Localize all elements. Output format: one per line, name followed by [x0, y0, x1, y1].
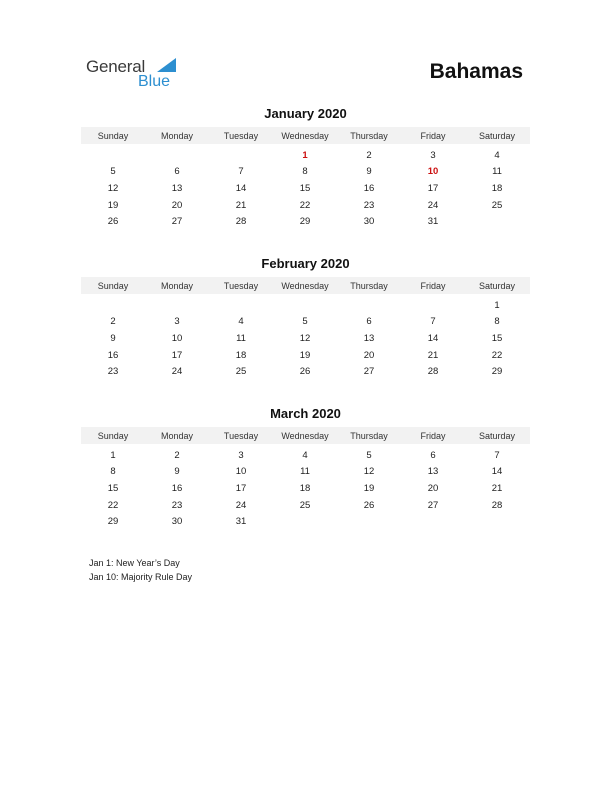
- date-cell: 9: [366, 166, 372, 178]
- date-cell: 8: [302, 166, 308, 178]
- date-cell: 26: [363, 499, 375, 511]
- holiday-date-cell: 10: [427, 166, 439, 178]
- date-cell: 23: [363, 199, 375, 211]
- month-calendar: [81, 105, 530, 230]
- date-cell: 11: [236, 332, 246, 344]
- date-cell: 31: [235, 516, 247, 528]
- date-cell: 7: [430, 316, 436, 328]
- weekday-label: Saturday: [478, 430, 516, 441]
- weekday-label: Wednesday: [281, 430, 329, 441]
- date-cell: 28: [427, 366, 439, 378]
- weekday-label: Sunday: [97, 280, 129, 291]
- date-cell: 24: [171, 366, 183, 378]
- date-cell: 4: [302, 449, 308, 461]
- date-cell: 20: [363, 349, 375, 361]
- date-cell: 2: [110, 316, 116, 328]
- date-cell: 1: [110, 449, 116, 461]
- date-cell: 21: [491, 482, 503, 494]
- week-row: [81, 464, 530, 481]
- date-cell: 14: [491, 466, 503, 478]
- date-cell: 14: [235, 182, 247, 194]
- date-cell: 3: [174, 316, 180, 328]
- holiday-notes: [89, 556, 192, 584]
- date-cell: 13: [363, 332, 375, 344]
- date-cell: 9: [110, 332, 116, 344]
- month-title: February 2020: [261, 256, 350, 271]
- date-cell: 26: [299, 366, 311, 378]
- date-cell: 9: [174, 466, 180, 478]
- week-row: [81, 330, 530, 347]
- date-cell: 16: [171, 482, 183, 494]
- week-row: [81, 513, 530, 530]
- date-cell: 25: [299, 499, 311, 511]
- date-cell: 28: [235, 216, 247, 228]
- week-row: [81, 347, 530, 364]
- date-cell: 2: [174, 449, 180, 461]
- date-cell: 18: [235, 349, 247, 361]
- month-title: March 2020: [270, 406, 341, 421]
- date-cell: 28: [491, 499, 503, 511]
- holiday-note: Jan 1: New Year’s Day: [89, 558, 180, 568]
- date-cell: 18: [299, 482, 311, 494]
- weekday-header-row: [81, 277, 530, 294]
- date-cell: 13: [171, 182, 183, 194]
- date-cell: 8: [110, 466, 116, 478]
- date-cell: 22: [491, 349, 503, 361]
- weekday-label: Thursday: [350, 130, 388, 141]
- week-row: [81, 314, 530, 331]
- weekday-label: Tuesday: [223, 430, 259, 441]
- weekday-label: Saturday: [478, 280, 516, 291]
- holiday-date-cell: 1: [302, 149, 308, 161]
- date-cell: 15: [107, 482, 119, 494]
- week-row: [81, 197, 530, 214]
- date-cell: 1: [494, 299, 500, 311]
- date-cell: 8: [494, 316, 500, 328]
- date-cell: 20: [171, 199, 183, 211]
- date-cell: 23: [107, 366, 119, 378]
- date-cell: 5: [302, 316, 308, 328]
- date-cell: 19: [363, 482, 375, 494]
- weekday-label: Sunday: [97, 430, 129, 441]
- date-cell: 19: [107, 199, 119, 211]
- week-row: [81, 447, 530, 464]
- weekday-header-row: [81, 127, 530, 144]
- date-cell: 22: [107, 499, 119, 511]
- date-cell: 17: [171, 349, 183, 361]
- country-title: Bahamas: [429, 60, 523, 83]
- date-cell: 6: [174, 166, 180, 178]
- date-cell: 10: [171, 332, 183, 344]
- date-cell: 7: [494, 449, 500, 461]
- date-cell: 4: [238, 316, 244, 328]
- date-cell: 11: [492, 166, 502, 178]
- date-cell: 15: [491, 332, 503, 344]
- date-cell: 26: [107, 216, 119, 228]
- date-cell: 6: [366, 316, 372, 328]
- date-cell: 17: [427, 182, 439, 194]
- month-calendar: [81, 405, 530, 530]
- date-cell: 27: [363, 366, 375, 378]
- date-cell: 12: [107, 182, 119, 194]
- date-cell: 14: [427, 332, 439, 344]
- logo-blue-text: Blue: [138, 73, 171, 90]
- date-cell: 10: [235, 466, 247, 478]
- week-row: [81, 297, 530, 314]
- date-cell: 29: [491, 366, 503, 378]
- date-cell: 24: [235, 499, 247, 511]
- date-cell: 15: [299, 182, 311, 194]
- weekday-label: Thursday: [350, 430, 388, 441]
- weekday-label: Sunday: [97, 130, 129, 141]
- date-cell: 30: [171, 516, 183, 528]
- weekday-label: Saturday: [478, 130, 516, 141]
- weekday-header-row: [81, 427, 530, 444]
- date-cell: 25: [491, 199, 503, 211]
- weekday-label: Monday: [160, 280, 194, 291]
- week-row: [81, 164, 530, 181]
- date-cell: 21: [235, 199, 247, 211]
- date-cell: 5: [110, 166, 116, 178]
- weekday-label: Wednesday: [281, 130, 329, 141]
- weekday-label: Friday: [420, 130, 446, 141]
- weekday-label: Thursday: [350, 280, 388, 291]
- date-cell: 22: [299, 199, 311, 211]
- week-row: [81, 497, 530, 514]
- date-cell: 23: [171, 499, 183, 511]
- month-calendar: [81, 255, 530, 380]
- date-cell: 6: [430, 449, 436, 461]
- weekday-label: Wednesday: [281, 280, 329, 291]
- date-cell: 11: [300, 466, 310, 478]
- date-cell: 16: [363, 182, 375, 194]
- date-cell: 25: [235, 366, 247, 378]
- month-title: January 2020: [264, 106, 347, 121]
- date-cell: 12: [363, 466, 375, 478]
- date-cell: 17: [235, 482, 247, 494]
- date-cell: 16: [107, 349, 119, 361]
- holiday-note: Jan 10: Majority Rule Day: [89, 572, 193, 582]
- weekday-label: Tuesday: [223, 280, 259, 291]
- week-row: [81, 363, 530, 380]
- logo-triangle-icon: [157, 58, 176, 72]
- date-cell: 31: [427, 216, 439, 228]
- date-cell: 3: [238, 449, 244, 461]
- weekday-label: Monday: [160, 430, 194, 441]
- date-cell: 13: [427, 466, 439, 478]
- date-cell: 2: [366, 149, 372, 161]
- date-cell: 3: [430, 149, 436, 161]
- week-row: [81, 180, 530, 197]
- weekday-label: Friday: [420, 430, 446, 441]
- date-cell: 29: [299, 216, 311, 228]
- date-cell: 12: [299, 332, 311, 344]
- weekday-label: Friday: [420, 280, 446, 291]
- date-cell: 24: [427, 199, 439, 211]
- logo-general-text: General: [86, 57, 146, 76]
- date-cell: 29: [107, 516, 119, 528]
- weekday-label: Monday: [160, 130, 194, 141]
- date-cell: 27: [171, 216, 183, 228]
- date-cell: 18: [491, 182, 503, 194]
- date-cell: 20: [427, 482, 439, 494]
- date-cell: 30: [363, 216, 375, 228]
- date-cell: 21: [427, 349, 439, 361]
- date-cell: 19: [299, 349, 311, 361]
- weekday-label: Tuesday: [223, 130, 259, 141]
- date-cell: 4: [494, 149, 500, 161]
- week-row: [81, 147, 530, 164]
- date-cell: 7: [238, 166, 244, 178]
- date-cell: 5: [366, 449, 372, 461]
- week-row: [81, 213, 530, 230]
- generalblue-logo: [86, 55, 186, 95]
- week-row: [81, 480, 530, 497]
- date-cell: 27: [427, 499, 439, 511]
